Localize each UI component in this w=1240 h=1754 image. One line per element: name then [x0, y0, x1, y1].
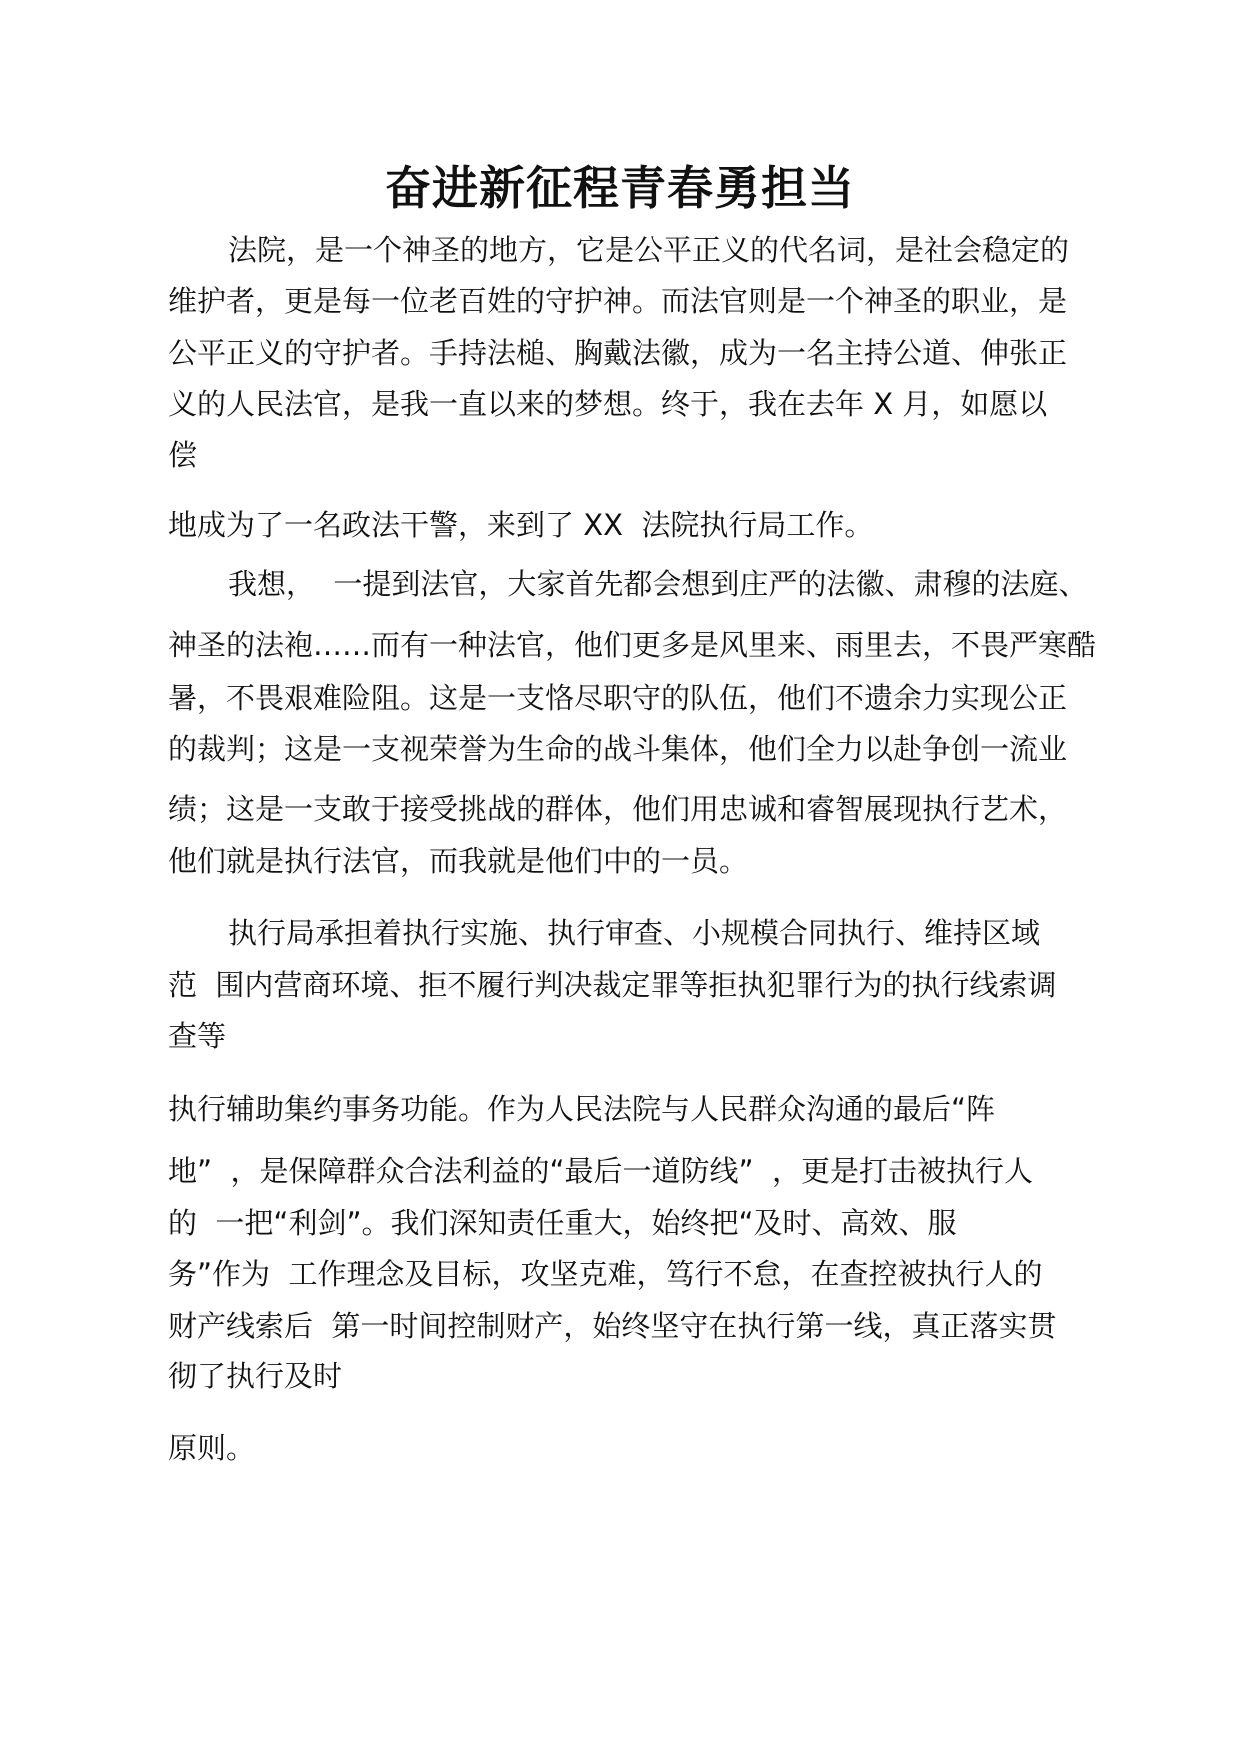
body-line: 的裁判；这是一支视荣誉为生命的战斗集体，他们全力以赴争创一流业	[168, 732, 1068, 766]
body-line: 的 一把“利剑”。我们深知责任重大，始终把“及时、高效、服	[168, 1206, 957, 1240]
body-line: 原则。	[168, 1431, 256, 1465]
body-line: 彻了执行及时	[168, 1359, 343, 1393]
body-line: 暑，不畏艰难险阻。这是一支恪尽职守的队伍，他们不遗余力实现公正	[168, 681, 1068, 715]
body-line: 我想， 一提到法官，大家首先都会想到庄严的法徽、肃穆的法庭、	[228, 567, 1088, 601]
body-line: 范 围内营商环境、拒不履行判决裁定罪等拒执犯罪行为的执行线索调	[168, 968, 1057, 1002]
body-line: 财产线索后 第一时间控制财产，始终坚守在执行第一线，真正落实贯	[168, 1309, 1057, 1343]
body-line: 地” ，是保障群众合法利益的“最后一道防线” ，更是打击被执行人	[168, 1154, 1033, 1188]
body-line: 法院，是一个神圣的地方，它是公平正义的代名词，是社会稳定的	[228, 233, 1070, 267]
body-line: 执行局承担着执行实施、执行审查、小规模合同执行、维持区域	[228, 916, 1041, 950]
body-line: 地成为了一名政法干警，来到了 XX 法院执行局工作。	[168, 508, 874, 542]
body-line: 他们就是执行法官，而我就是他们中的一员。	[168, 844, 749, 878]
document-title: 奋进新征程青春勇担当	[385, 161, 855, 215]
body-line: 执行辅助集约事务功能。作为人民法院与人民群众沟通的最后“阵	[168, 1092, 996, 1126]
body-line: 偿	[168, 438, 198, 472]
body-line: 神圣的法袍……而有一种法官，他们更多是风里来、雨里去，不畏严寒酷	[168, 628, 1097, 662]
body-line: 查等	[168, 1019, 227, 1053]
body-line: 维护者，更是每一位老百姓的守护神。而法官则是一个神圣的职业，是	[168, 284, 1068, 318]
body-line: 公平正义的守护者。手持法槌、胸戴法徽，成为一名主持公道、伸张正	[168, 336, 1068, 370]
body-line: 绩；这是一支敢于接受挑战的群体，他们用忠诚和睿智展现执行艺术，	[168, 792, 1068, 826]
body-line: 义的人民法官，是我一直以来的梦想。终于，我在去年 X 月，如愿以	[168, 387, 1048, 421]
body-line: 务”作为 工作理念及目标，攻坚克难，笃行不怠，在查控被执行人的	[168, 1257, 1043, 1291]
